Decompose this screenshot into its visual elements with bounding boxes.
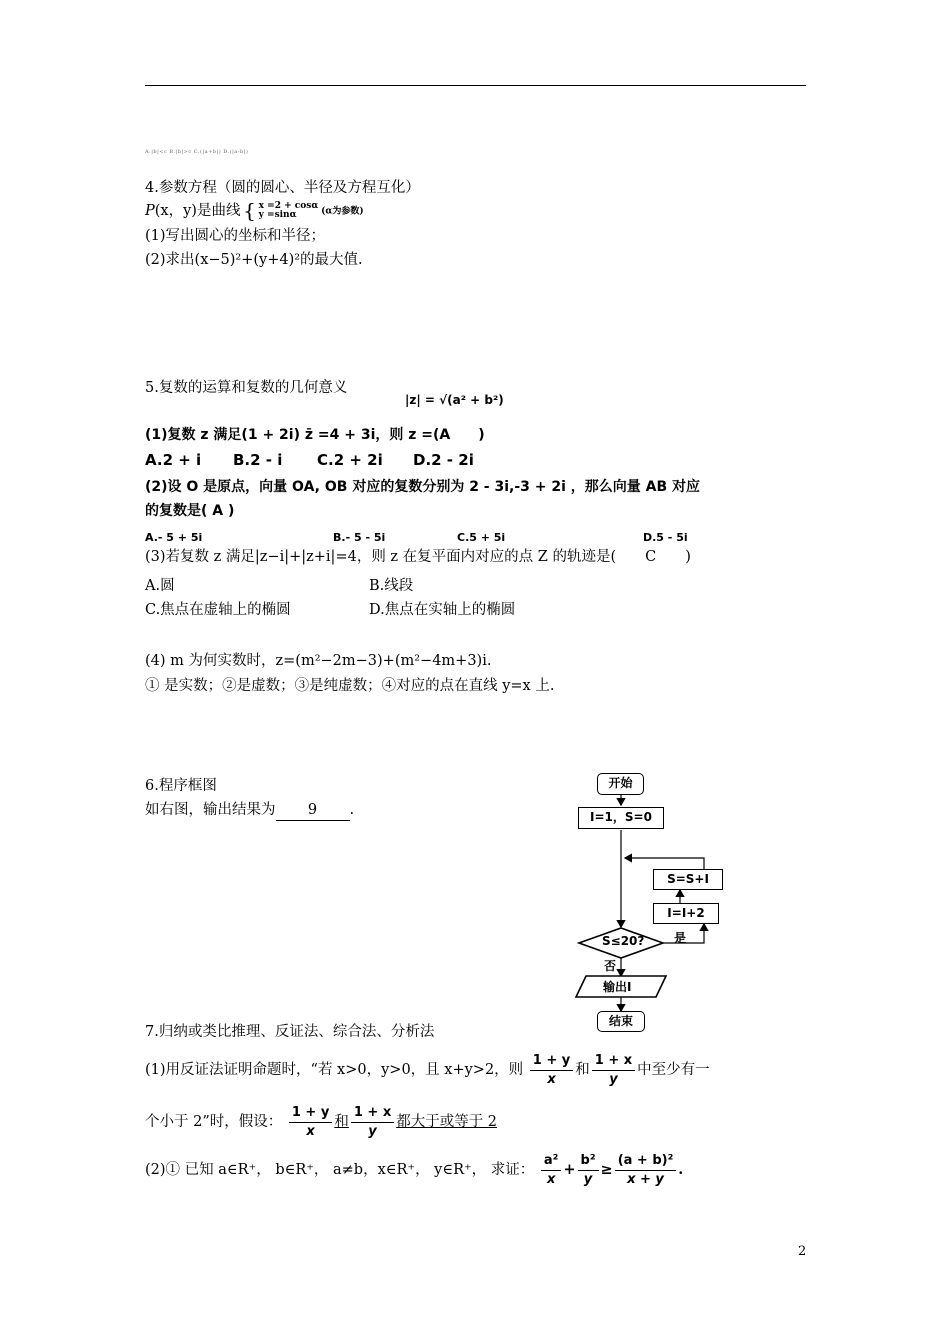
q4-line1-text: (x，y)是曲线 [154, 203, 241, 219]
q5-sub1: (1)复数 z 满足(1 + 2i) z̄ =4 + 3i，则 z =(A ) [145, 427, 485, 443]
flowchart-no-label: 否 [604, 959, 617, 973]
page-number: 2 [798, 1244, 807, 1259]
q4-line1 [145, 198, 364, 223]
q5-sub2-line2: 的复数是( A ) [145, 503, 235, 519]
header-rule [145, 85, 806, 86]
q7-part1-prefix: (1)用反证法证明命题时，“若 x>0，y>0，且 x+y>2，则 [145, 1062, 524, 1078]
q5-sub2-option-b: B.- 5 - 5i [333, 531, 386, 544]
q7-part1-line2 [145, 1100, 589, 1144]
q7-part1-line1 [145, 1048, 710, 1092]
flowchart-condition: S≤20? [602, 934, 645, 948]
q6-title: 6.程序框图 [145, 778, 217, 794]
q5-sub2-option-d: D.5 - 5i [643, 531, 688, 544]
q5-sub1-option-a: A.2 + i [145, 451, 202, 469]
q7-part2: (2)① 已知 a∈R⁺， b∈R⁺， a≠b，x∈R⁺， y∈R⁺， 求证： $\frac{\text{a²}}{x}$ + $\frac{\text{b²}}{y}$ ≥ $\frac{\text{(a + b)²}}{x + y}$ . [145, 1152, 684, 1187]
q6-text-suffix: . [349, 802, 355, 818]
q5-sub1-option-c: C.2 + 2i [317, 451, 383, 469]
q5-sub2-option-c: C.5 + 5i [457, 531, 506, 544]
flowchart-start: 开始 [597, 773, 644, 795]
q6-text [145, 800, 354, 821]
fraction-a2-over-x: $\frac{\text{a²}}{x}$ [541, 1152, 561, 1189]
q5-sub1-options [145, 450, 474, 470]
q5-sub3-option-b: B.线段 [369, 578, 414, 594]
flowchart-output: 输出I [603, 980, 632, 994]
q4-part1: (1)写出圆心的坐标和半径； [145, 228, 326, 244]
q5-sub2-options [145, 528, 688, 548]
flowchart-yes-label: 是 [674, 931, 687, 945]
q5-sub2-option-a: A.- 5 + 5i [145, 531, 203, 544]
q5-sub1-option-d: D.2 - 2i [413, 451, 474, 469]
q4-eq1: x =2 + cosα [258, 201, 319, 211]
q5-modulus-formula: |z| = √(a² + b²) [405, 393, 504, 407]
q4-point-label: P [145, 203, 155, 219]
q5-sub4-items: ① 是实数；②是虚数；③是纯虚数；④对应的点在直线 y=x 上. [145, 678, 555, 694]
q4-eq2: y =sinα [258, 210, 297, 220]
fraction-1-plus-y-over-x: $\frac{1 + y}{x}$ [530, 1052, 573, 1089]
q6-text-prefix: 如右图，输出结果为 [145, 802, 276, 818]
flowchart-s-update: S=S+I [653, 869, 723, 890]
q5-title: 5.复数的运算和复数的几何意义 [145, 380, 348, 396]
q5-sub1-option-b: B.2 - i [233, 451, 283, 469]
q5-sub3-option-d: D.焦点在实轴上的椭圆 [369, 602, 516, 618]
q7-assumption: $\frac{1 + y}{x}$ 和 $\frac{1 + x}{y}$ 都大于或等于 2 [287, 1114, 589, 1130]
q5-sub4: (4) m 为何实数时，z=(m²−2m−3)+(m²−4m+3)i. [145, 653, 492, 669]
fraction-b2-over-y: $\frac{\text{b²}}{y}$ [578, 1152, 599, 1189]
fraction-1-plus-x-over-y: $\frac{1 + x}{y}$ [592, 1052, 635, 1089]
faded-options-line: A.|b|<c B.|b|>c C.(|a+b|) D.(|a-b|) [145, 149, 249, 155]
q6-answer-blank: 9 [276, 800, 350, 821]
flowchart-i-update: I=I+2 [653, 903, 719, 924]
left-brace: { [243, 198, 256, 223]
q4-title: 4.参数方程（圆的圆心、半径及方程互化） [145, 180, 420, 196]
q5-sub3-option-a: A.圆 [145, 578, 175, 594]
q7-part2-prefix: (2)① 已知 a∈R⁺， b∈R⁺， a≠b，x∈R⁺， y∈R⁺， 求证： [145, 1162, 535, 1178]
q4-param-system [243, 198, 364, 223]
q5-sub3-options-row2 [145, 600, 515, 620]
q4-param-note: (α为参数) [321, 206, 364, 217]
q5-sub3: (3)若复数 z 满足|z−i|+|z+i|=4，则 z 在复平面内对应的点 Z 的轨迹是( C ) [145, 549, 691, 565]
q7-title: 7.归纳或类比推理、反证法、综合法、分析法 [145, 1024, 435, 1040]
q5-sub3-options-row1 [145, 576, 413, 596]
q7-part1b-prefix: 个小于 2”时，假设： [145, 1114, 283, 1130]
flowchart-init: I=1，S=0 [578, 807, 664, 829]
q7-and: 和 [575, 1062, 590, 1078]
q4-part2: (2)求出(x−5)²+(y+4)²的最大值. [145, 252, 363, 268]
fraction-sum-squared-over-sum: $\frac{\text{(a + b)²}}{x + y}$ [615, 1152, 677, 1189]
q5-sub3-option-c: C.焦点在虚轴上的椭圆 [145, 602, 291, 618]
flowchart-end: 结束 [597, 1011, 645, 1032]
q7-part1-suffix: 中至少有一 [637, 1062, 710, 1078]
q5-sub2-line1: (2)设 O 是原点，向量 OA, OB 对应的复数分别为 2 - 3i,-3 + 2i ，那么向量 AB 对应 [145, 479, 701, 495]
